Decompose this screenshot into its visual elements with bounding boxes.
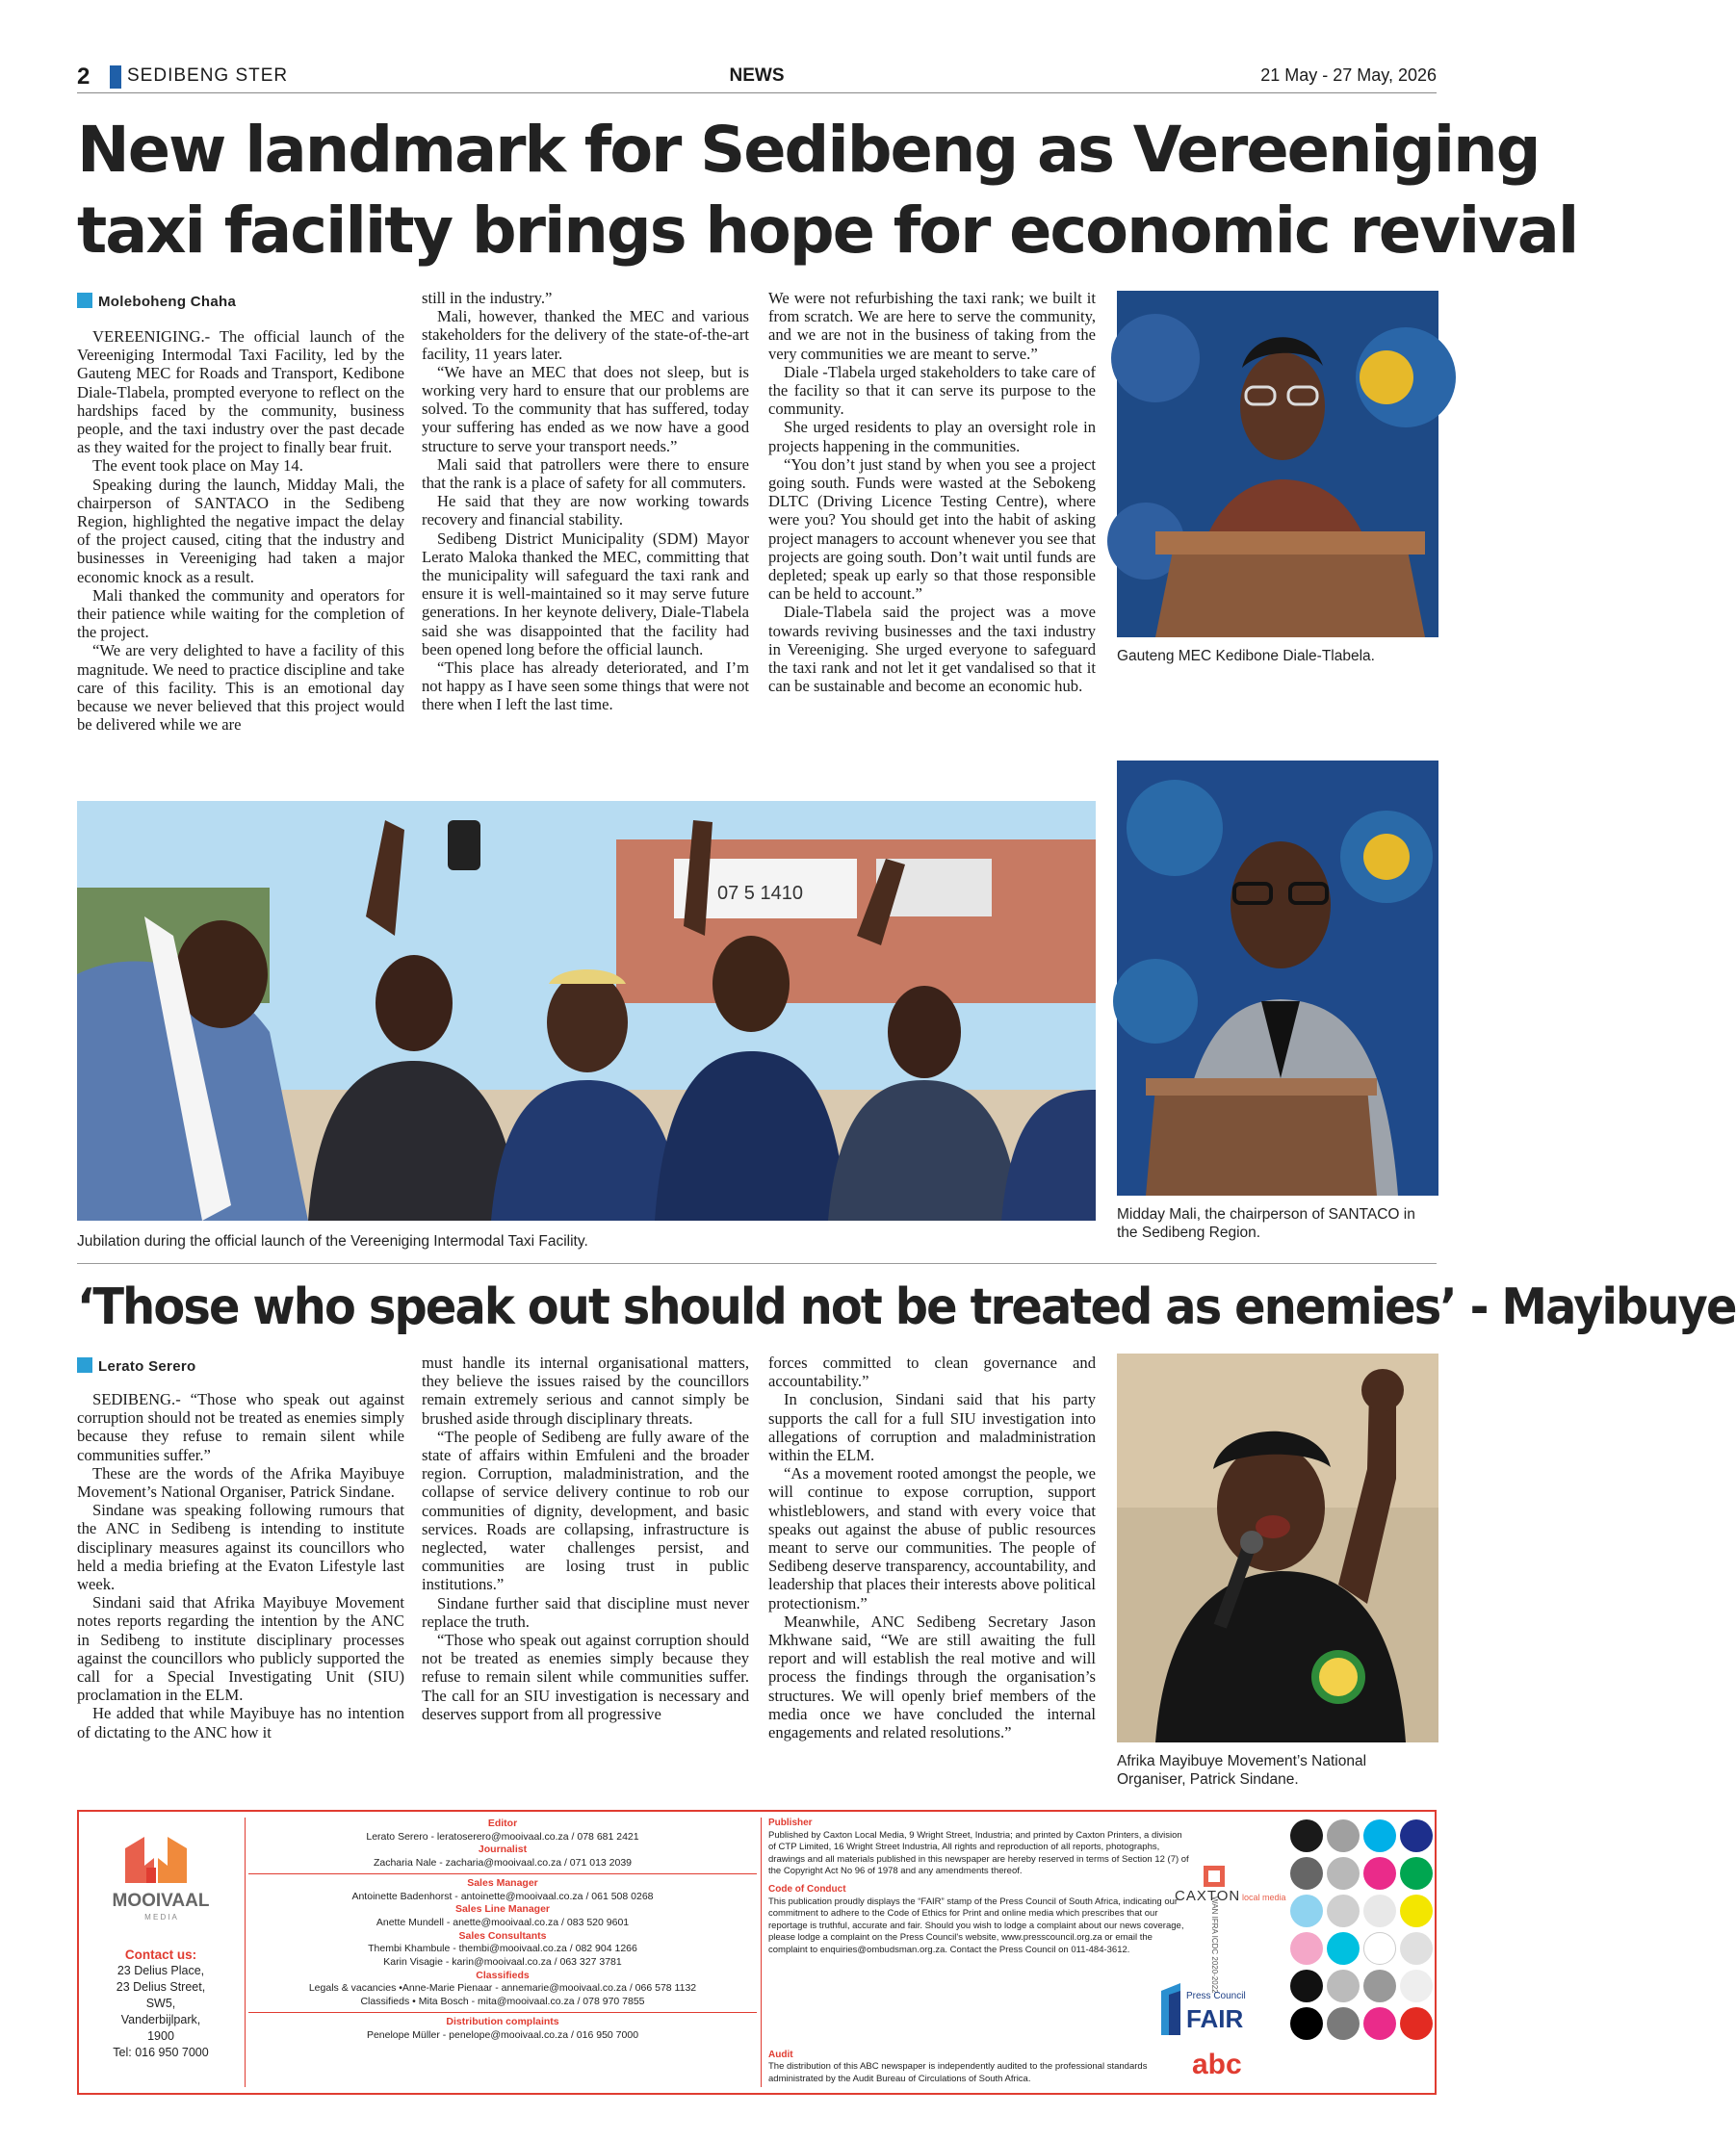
jubilation-caption: Jubilation during the official launch of the Vereeniging Intermodal Taxi Facility. (77, 1233, 588, 1250)
mali-caption: Midday Mali, the chairperson of SANTACO in the Sedibeng Region. (1117, 1206, 1415, 1241)
colour-swatch (1327, 2007, 1360, 2040)
taxi-rank-sign: 07 5 1410 (717, 883, 803, 904)
paragraph: Sindani said that Afrika Mayibuye Movement notes reports regarding the intention by the ANC in Sedibeng to institute disciplinary processes against the councillors who publicly supported the call for a Special Investigating Unit (SIU) proclamation in the ELM. (77, 1593, 404, 1705)
story1-byline: Moleboheng Chaha (77, 293, 236, 310)
staff-role: Editor (487, 1818, 518, 1829)
colour-swatch (1290, 1819, 1323, 1852)
staff-contact[interactable]: Lerato Serero - leratoserero@mooivaal.co.za / 078 681 2421 (366, 1830, 639, 1843)
paragraph: Mali thanked the community and operators for their patience while waiting for the completion of the project. (77, 585, 404, 642)
sindane-photo (1117, 1354, 1438, 1742)
staff-contact[interactable]: Penelope Müller - penelope@mooivaal.co.za / 016 950 7000 (366, 2028, 639, 2041)
colour-swatch (1327, 1819, 1360, 1852)
colour-registration-swatches (1290, 1819, 1435, 2040)
paragraph: Mali, however, thanked the MEC and various stakeholders for the delivery of the state-of-the-art facility, 11 years later. (422, 307, 749, 363)
svg-text:abc: abc (1192, 2049, 1242, 2080)
staff-contact[interactable]: Karin Visagie - karin@mooivaal.co.za / 063 327 3781 (383, 1956, 622, 1969)
legal-block: Publisher Published by Caxton Local Media, 9 Wright Street, Industria; and printed by Caxton Printers, a division of CTP Limited, 16 Wright Street Industria, All rights and reproduction of all reports, photographs, drawings and all materials published in this newspaper are hereby reserved in terms of Section 12 (7) of the Copyright Act No 96 of 1978 and any amendments thereof. Code of Conduct This publication proudly displays the “FAIR” stamp of the Press Council of South Africa, indicating our commitment to adhere to the Code of Ethics for Print and online media which prescribes that our reportage is truthful, accurate and fair. Should you wish to lodge a complaint about our news coverage, please lodge a complaint on the Press Council's website, www.presscouncil.org.za or email the complaint to enquiries@ombudsman.org.za. Contact the Press Council on 011-484-3612. Audit The distribution of this ABC newspaper is independently audited to the professional standards administrated by the Audit Bureau of Circulations of South Africa. (768, 1818, 1189, 2084)
colour-swatch (1290, 1857, 1323, 1890)
contact-line: 23 Delius Place, (117, 1964, 205, 1977)
paragraph: Meanwhile, ANC Sedibeng Secretary Jason Mkhwane said, “We are still awaiting the full report and will establish the real motive and will process the findings through the organisation’s structures. We will openly brief members of the media once we have concluded the internal engagements and related resolutions.” (768, 1612, 1096, 1742)
mec-photo (1117, 291, 1438, 637)
story2-column-1 (77, 1390, 404, 1741)
paragraph: Speaking during the launch, Midday Mali, the chairperson of SANTACO in the Sedibeng Region, highlighted the negative impact the delay of the project caused, citing that the industry and businesses in Vereeniging had taken a major economic knock as a result. (77, 475, 404, 586)
page-number: 2 (77, 64, 91, 90)
story2-column-2: must handle its internal organisational matters, they believe the issues raised by the councillors remain extremely serious and cannot simply be brushed aside through disciplinary threats. “The people of Sedibeng are fully aware of the state of affairs within Emfuleni and the broader region. Corruption, maladministration, and the collapse of service delivery continue to rob our communities of dignity, development, and basic services. Roads are collapsing, infrastructure is neglected, water challenges persist, and communities are losing trust in public institutions.” Sindane further said that discipline must never replace the truth. “Those who speak out against corruption should not be treated as enemies simply because they refuse to remain silent while communities suffer. The call for an SIU investigation is necessary and deserves support from all progressive (422, 1354, 749, 1723)
paragraph: “We have an MEC that does not sleep, but is working very hard to ensure that our problems are solved. To the community that has suffered, today your suffering has ended as we now have a good structure to serve your transport needs.” (422, 362, 749, 455)
colour-swatch (1363, 2007, 1396, 2040)
colour-swatch (1363, 1932, 1396, 1965)
contact-line: SW5, (145, 1997, 176, 2010)
press-council-fair-logo (1159, 1981, 1273, 2037)
staff-role: Classifieds (476, 1969, 530, 1981)
wan-ifra-mark: WAN IFRA ICDC 2020-2022 (1210, 1896, 1219, 1994)
story2-headline: ‘Those who speak out should not be treated as enemies’ - Mayibuye (77, 1278, 1736, 1336)
colour-swatch (1327, 1895, 1360, 1927)
paragraph: He added that while Mayibuye has no intention of dictating to the ANC how it (77, 1704, 404, 1741)
colour-swatch (1363, 1819, 1396, 1852)
contact-line: 1900 (147, 2029, 174, 2043)
paragraph: She urged residents to play an oversight role in projects happening in the communities. (768, 418, 1096, 455)
story2-byline: Lerato Serero (77, 1357, 195, 1375)
colour-swatch (1400, 1857, 1433, 1890)
svg-text:M E D I A: M E D I A (144, 1913, 177, 1922)
staff-contact[interactable]: Antoinette Badenhorst - antoinette@mooivaal.co.za / 061 508 0268 (351, 1890, 654, 1902)
colour-swatch (1290, 2007, 1323, 2040)
colour-swatch (1290, 1970, 1323, 2002)
colour-swatch (1290, 1932, 1323, 1965)
paragraph: Diale -Tlabela urged stakeholders to take care of the facility so that it can serve its purpose to the community. (768, 362, 1096, 419)
colour-swatch (1363, 1857, 1396, 1890)
colour-swatch (1363, 1895, 1396, 1927)
svg-text:CAXTON: CAXTON (1175, 1888, 1241, 1904)
paragraph: He said that they are now working towards recovery and financial stability. (422, 492, 749, 529)
contact-line: Vanderbijlpark, (120, 2013, 201, 2026)
paragraph: “Those who speak out against corruption should not be treated as enemies simply because they refuse to remain silent while communities suffer. The call for an SIU investigation is necessary and deserves support from all progressive (422, 1631, 749, 1723)
sindane-caption: Afrika Mayibuye Movement’s National Organiser, Patrick Sindane. (1117, 1753, 1367, 1788)
paragraph: VEREENIGING.- The official launch of the Vereeniging Intermodal Taxi Facility, led by the Gauteng MEC for Roads and Transport, Kedibone Diale-Tlabela, prompted everyone to reflect on the hardships faced by the community, business people, and the taxi industry over the past decade as they waited for the project to finally bear fruit. (77, 327, 404, 457)
footer-divider (245, 1818, 246, 2087)
colour-swatch (1400, 1970, 1433, 2002)
staff-divider (248, 2012, 757, 2013)
contact-line: Tel: 016 950 7000 (113, 2046, 209, 2059)
staff-role: Sales Consultants (458, 1929, 547, 1942)
byline-marker (77, 1357, 92, 1373)
story1-column-3: We were not refurbishing the taxi rank; we built it from scratch. We are here to serve the community, and we are not in the business of taking from the very communities we are meant to serve.” Diale -Tlabela urged stakeholders to take care of the facility so that it can serve its purpose to the community. She urged residents to play an oversight role in projects happening in the communities. “You don’t just stand by when you see a project going south. Funds were wasted at the Sebokeng DLTC (Driving Licence Testing Centre), where were you? You should get into the habit of asking project managers to account whenever you see that projects are going south. Don’t wait until funds are depleted; speak up early so that those responsible can be held to account.” Diale-Tlabela said the project was a move towards reviving businesses and the taxi industry in Vereeniging. She urged everyone to safeguard the taxi rank and not let it get vandalised so that it can be sustainable and become an economic hub. (768, 289, 1096, 696)
paragraph: SEDIBENG.- “Those who speak out against corruption should not be treated as enemies simply because they refuse to remain silent while communities suffer.” (77, 1390, 404, 1464)
section-label: NEWS (729, 65, 785, 86)
colour-swatch (1327, 1932, 1360, 1965)
paragraph: Mali said that patrollers were there to ensure that the rank is a place of safety for all commuters. (422, 454, 749, 493)
colour-swatch (1400, 1932, 1433, 1965)
paragraph: Sindane further said that discipline must never replace the truth. (422, 1593, 749, 1631)
colour-swatch (1400, 2007, 1433, 2040)
paragraph: These are the words of the Afrika Mayibuye Movement’s National Organiser, Patrick Sindane. (77, 1463, 404, 1502)
staff-directory (248, 1818, 757, 2042)
paragraph: Diale-Tlabela said the project was a move towards reviving businesses and the taxi industry in Vereeniging. She urged everyone to safeguard the taxi rank and not let it get vandalised so that it can be sustainable and become an economic hub. (768, 603, 1096, 696)
colour-swatch (1290, 1895, 1323, 1927)
staff-role: Sales Line Manager (454, 1903, 551, 1916)
staff-contact[interactable]: Thembi Khambule - thembi@mooivaal.co.za / 082 904 1266 (368, 1943, 637, 1955)
paragraph: Sedibeng District Municipality (SDM) Mayor Lerato Maloka thanked the MEC, committing that the municipality will safeguard the taxi rank and ensure it is well-maintained so it may serve future generations. In her keynote delivery, Diale-Tlabela said she was disappointed that the facility had been opened long before the official launch. (422, 529, 749, 658)
staff-contact[interactable]: Classifieds • Mita Bosch - mita@mooivaal.co.za / 078 970 7855 (360, 1996, 645, 2008)
abc-logo (1190, 2047, 1250, 2081)
story2-column-3: forces committed to clean governance and accountability.” In conclusion, Sindani said that his party supports the call for a full SIU investigation into allegations of corruption and maladministration within the ELM. “As a movement rooted amongst the people, we will continue to expose corruption, support whistleblowers, and stand with every voice that speaks out against the abuse of public resources meant to serve our communities. The people of Sedibeng deserve transparency, accountability, and leadership that places their interests above political protectionism.” Meanwhile, ANC Sedibeng Secretary Jason Mkhwane said, “We are still awaiting the full report and will establish the real motive and will process the findings through the organisation’s structures. We will openly brief members of the media once we have concluded the internal engagements and related resolutions.” (768, 1354, 1096, 1742)
svg-text:MOOIVAAL: MOOIVAAL (112, 1891, 210, 1911)
staff-role: Sales Manager (467, 1876, 538, 1889)
contact-block: Contact us: 23 Delius Place, 23 Delius Street, SW5, Vanderbijlpark, 1900 Tel: 016 950 7000 (89, 1947, 233, 2061)
story1-column-1 (77, 327, 404, 734)
staff-contact[interactable]: Zacharia Nale - zacharia@mooivaal.co.za / 071 013 2039 (373, 1857, 633, 1870)
paragraph: Sindane was speaking following rumours that the ANC in Sedibeng is intending to institute disciplinary measures against its councillors who held a media briefing at the Evaton Lifestyle last week. (77, 1501, 404, 1594)
staff-contact[interactable]: Legals & vacancies •Anne-Marie Pienaar - annemarie@mooivaal.co.za / 066 578 1132 (308, 1982, 697, 1995)
colour-swatch (1400, 1895, 1433, 1927)
issue-date: 21 May - 27 May, 2026 (1260, 65, 1437, 85)
staff-contact[interactable]: Anette Mundell - anette@mooivaal.co.za / 083 520 9601 (376, 1916, 630, 1928)
paragraph: The event took place on May 14. (92, 456, 303, 476)
paragraph: “You don’t just stand by when you see a project going south. Funds were wasted at the Sebokeng DLTC (Driving Licence Testing Centre), where were you? You should get into the habit of asking project managers to account whenever you see that projects are going south. Don’t wait until funds are depleted; speak up early so that those responsible can be held to account.” (768, 454, 1096, 604)
paragraph: In conclusion, Sindani said that his party supports the call for a full SIU investigation into allegations of corruption and maladministration within the ELM. (768, 1390, 1096, 1465)
svg-text:Press Council: Press Council (1186, 1991, 1246, 2001)
colour-swatch (1363, 1970, 1396, 2002)
publication-name: SEDIBENG STER (127, 65, 289, 86)
colour-swatch (1327, 1857, 1360, 1890)
colour-swatch (1327, 1970, 1360, 2002)
mali-photo (1117, 761, 1438, 1196)
paragraph: “The people of Sedibeng are fully aware of the state of affairs within Emfuleni and the broader region. Corruption, maladministration, and the collapse of service delivery continue to rob our communities of dignity, development, and basic services. Roads are collapsing, infrastructure is neglected, water challenges persist, and communities are losing trust in public institutions.” (422, 1427, 749, 1594)
contact-line: 23 Delius Street, (116, 1980, 206, 1994)
header-rule (77, 92, 1437, 93)
colour-swatch (1400, 1819, 1433, 1852)
paragraph: “As a movement rooted amongst the people, we will continue to expose corruption, support whistleblowers, and stand with every voice that speaks out against the abuse of public resources meant to serve our communities. The people of Sedibeng deserve transparency, accountability, and leadership that places their interests above political protectionism.” (768, 1464, 1096, 1612)
staff-role: Distribution complaints (446, 2015, 559, 2027)
masthead-footer (77, 1810, 1437, 2095)
jubilation-photo (77, 801, 1096, 1221)
mooivaal-logo (98, 1827, 223, 1928)
svg-text:local media: local media (1242, 1893, 1286, 1902)
story1-column-2: still in the industry.” Mali, however, thanked the MEC and various stakeholders for the delivery of the state-of-the-art facility, 11 years later. “We have an MEC that does not sleep, but is working very hard to ensure that our problems are solved. To the community that has suffered, today your suffering has ended as we now have a good structure to serve your transport needs.” Mali said that patrollers were there to ensure that the rank is a place of safety for all commuters. He said that they are now working towards recovery and financial stability. Sedibeng District Municipality (SDM) Mayor Lerato Maloka thanked the MEC, committing that the municipality will safeguard the taxi rank and ensure it is well-maintained so it may serve future generations. In her keynote delivery, Diale-Tlabela said she was disappointed that the facility had been opened long before the official launch. “This place has already deteriorated, and I’m not happy as I have seen some things that were not there when I left the last time. (422, 289, 749, 714)
mec-caption: Gauteng MEC Kedibone Diale-Tlabela. (1117, 648, 1375, 664)
story1-headline: New landmark for Sedibeng as Vereeniging taxi facility brings hope for economic revival (77, 113, 1578, 268)
paragraph: “This place has already deteriorated, and I’m not happy as I have seen some things that were not there when I left the last time. (422, 658, 749, 714)
svg-text:FAIR: FAIR (1186, 2004, 1244, 2033)
paragraph: “We are very delighted to have a facility of this magnitude. We need to practice discipline and take care of this facility. This is an emotional day because we never believed that this project would be delivered while we are (77, 641, 404, 735)
section-divider (77, 1263, 1437, 1264)
staff-role: Journalist (478, 1844, 528, 1856)
footer-divider (761, 1818, 762, 2087)
byline-marker (77, 293, 92, 308)
staff-divider (248, 1873, 757, 1874)
